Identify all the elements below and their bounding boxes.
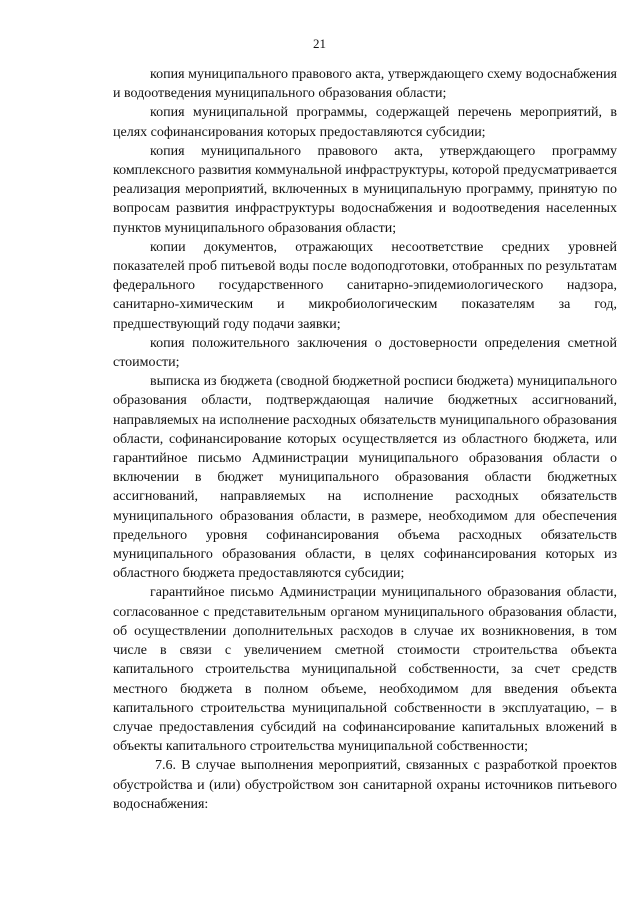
page-number: 21 — [313, 36, 326, 51]
paragraph-guarantee-letter: гарантийное письмо Администрации муниципального образования области, согласованное с представительным органом муниципального образования области, об осуществлении дополнительных расходов в случае их возникновения, в том числе в связи с увеличением сметной стоимости строительства объекта капитального строительства муниципальной собственности, за счет средств местного бюджета в полном объеме, необходимом для введения объекта капитального строительства муниципальной собственности в эксплуатацию, – в случае предоставления субсидий на софинансирование капитальных вложений в объекты капитального строительства муниципальной собственности; — [113, 585, 617, 755]
paragraph-cost-estimate-conclusion: копия положительного заключения о достоверности определения сметной стоимости; — [113, 335, 617, 371]
paragraph-infrastructure-program-act: копия муниципального правового акта, утверждающего программу комплексного развития коммунальной инфраструктуры, которой предусматривается реализация мероприятий, включенных в муниципальную программу, принятую по вопросам развития инфраструктуры водоснабжения и водоотведения населенных пунктов муниципального образования области; — [113, 143, 617, 236]
paragraph-water-scheme-act: копия муниципального правового акта, утверждающего схему водоснабжения и водоотведения муниципального образования области; — [113, 67, 617, 102]
paragraph-budget-extract: выписка из бюджета (сводной бюджетной росписи бюджета) муниципального образования области, подтверждающая наличие бюджетных ассигнований, направляемых на исполнение расходных обязательств муниципального образования области, софинансирование которых осуществляется из областного бюджета, или гарантийное письмо Администрации муниципального образования области о включении в бюджет муниципального образования области бюджетных ассигнований, направляемых на исполнение расходных обязательств муниципального образования области, в размере, необходимом для обеспечения предельного уровня софинансирования объема расходных обязательств муниципального образования области, в целях софинансирования которых из областного бюджета предоставляются субсидии; — [113, 374, 617, 582]
paragraph-water-quality-documents: копии документов, отражающих несоответствие средних уровней показателей проб питьевой воды после водоподготовки, отобранных по результатам федерального государственного санитарно-эпидемиологического надзора, санитарно-химическим и микробиологическим показателям за год, предшествующий году подачи заявки; — [113, 239, 617, 332]
paragraph-municipal-program: копия муниципальной программы, содержащей перечень мероприятий, в целях софинансирования которых предоставляются субсидии; — [113, 105, 617, 140]
document-body — [113, 65, 617, 814]
paragraph-item-7-6: 7.6. В случае выполнения мероприятий, связанных с разработкой проектов обустройства и (или) обустройством зон санитарной охраны источников питьевого водоснабжения: — [113, 758, 617, 812]
